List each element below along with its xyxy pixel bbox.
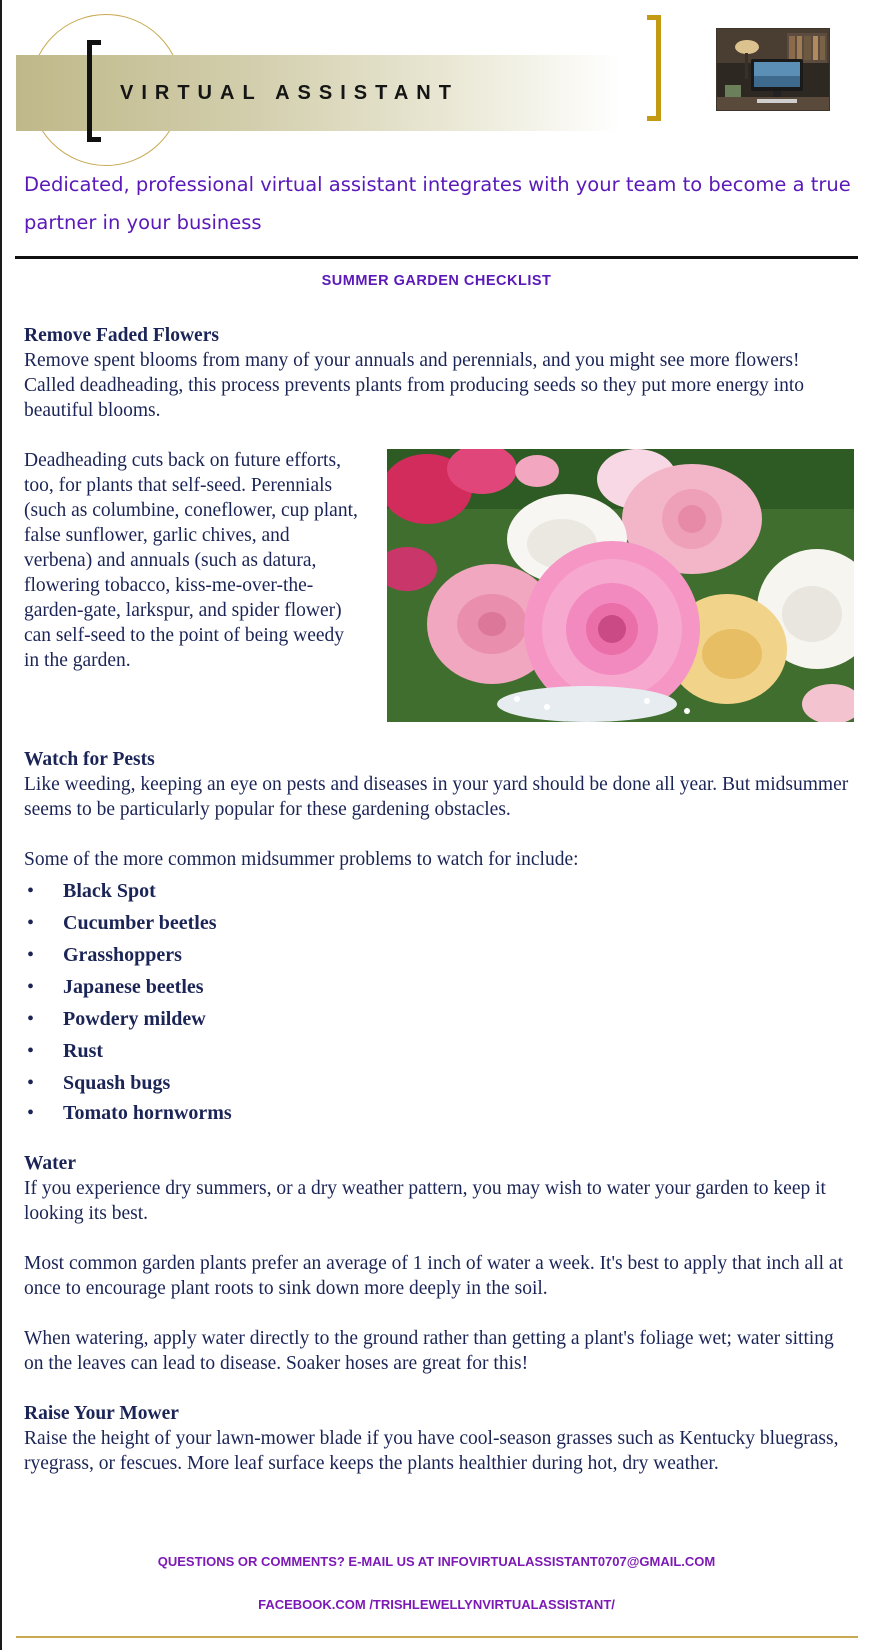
desk-computer-illustration — [717, 29, 830, 111]
list-item — [24, 875, 854, 907]
flowers-paragraph-1: Remove spent blooms from many of your annuals and perennials, and you might see more flowers! Called deadheading, this process prevents plants from producing seeds so they put more energy into beautiful blooms. — [24, 350, 804, 421]
heading-water: Water — [24, 1153, 76, 1174]
list-item — [24, 939, 854, 971]
heading-watch-for-pests: Watch for Pests — [24, 749, 155, 770]
list-item — [24, 907, 854, 939]
bullet-icon: • — [27, 1102, 35, 1124]
tagline: Dedicated, professional virtual assistant integrates with your team to become a true partner in your business — [24, 173, 851, 234]
left-bracket-ornament — [87, 40, 101, 142]
pest-name: Grasshoppers — [63, 944, 182, 966]
facebook-link[interactable]: FACEBOOK.COM /TRISHLEWELLYNVIRTUALASSISTANT/ — [258, 1597, 615, 1612]
heading-remove-faded-flowers: Remove Faded Flowers — [24, 325, 219, 346]
heading-raise-your-mower: Raise Your Mower — [24, 1403, 179, 1424]
flowers-paragraph-2: Deadheading cuts back on future efforts, too, for plants that self-seed. Perennials (such as columbine, coneflower, cup plant, false sunflower, garlic chives, and verbena) and annuals (such as datura, flowering tobacco, kiss-me-over-the-garden-gate, larkspur, and spider flower) can self-seed to the point of being weedy in the garden. — [24, 450, 358, 671]
flower-bouquet-illustration — [387, 449, 854, 722]
bullet-icon: • — [27, 880, 35, 902]
desk-computer-photo — [716, 28, 830, 111]
list-item — [24, 1099, 854, 1127]
pest-name: Cucumber beetles — [63, 912, 217, 934]
pest-list — [24, 875, 854, 1127]
right-bracket-ornament — [647, 15, 661, 121]
article-body — [24, 323, 854, 1501]
bullet-icon: • — [27, 1072, 35, 1094]
pest-name: Japanese beetles — [63, 976, 204, 998]
header-divider — [15, 256, 858, 259]
water-paragraph-3: When watering, apply water directly to the ground rather than getting a plant's foliage wet; water sitting on the leaves can lead to disease. Soaker hoses are great for this! — [24, 1328, 834, 1374]
water-paragraph-1: If you experience dry summers, or a dry weather pattern, you may wish to water your garden to keep it looking its best. — [24, 1178, 826, 1224]
pest-name: Powdery mildew — [63, 1008, 206, 1030]
pest-name: Tomato hornworms — [63, 1102, 232, 1124]
bullet-icon: • — [27, 1008, 35, 1030]
footer-divider — [16, 1636, 858, 1638]
list-item — [24, 971, 854, 1003]
pest-name: Rust — [63, 1040, 104, 1062]
bullet-icon: • — [27, 1040, 35, 1062]
contact-email-line[interactable]: QUESTIONS OR COMMENTS? E-MAIL US AT INFOVIRTUALASSISTANT0707@GMAIL.COM — [157, 1554, 716, 1569]
bullet-icon: • — [27, 976, 35, 998]
bullet-icon: • — [27, 912, 35, 934]
brand-title: VIRTUAL ASSISTANT — [120, 82, 459, 104]
list-item — [24, 1035, 854, 1067]
newsletter-header — [0, 0, 873, 250]
pest-name: Squash bugs — [63, 1072, 171, 1094]
newsletter-section-title: SUMMER GARDEN CHECKLIST — [321, 273, 552, 289]
mower-paragraph-1: Raise the height of your lawn-mower blade if you have cool-season grasses such as Kentucky bluegrass, ryegrass, or fescues. More leaf surface keeps the plants healthier during hot, dry weather. — [24, 1428, 839, 1474]
pest-name: Black Spot — [63, 880, 156, 902]
list-item — [24, 1003, 854, 1035]
pests-paragraph-2: Some of the more common midsummer problems to watch for include: — [24, 849, 579, 870]
water-paragraph-2: Most common garden plants prefer an average of 1 inch of water a week. It's best to apply that inch all at once to encourage plant roots to sink down more deeply in the soil. — [24, 1253, 843, 1299]
pests-paragraph-1: Like weeding, keeping an eye on pests and diseases in your yard should be done all year. But midsummer seems to be particularly popular for these gardening obstacles. — [24, 774, 849, 820]
list-item — [24, 1067, 854, 1099]
flower-bouquet-photo — [387, 449, 854, 722]
bullet-icon: • — [27, 944, 35, 966]
